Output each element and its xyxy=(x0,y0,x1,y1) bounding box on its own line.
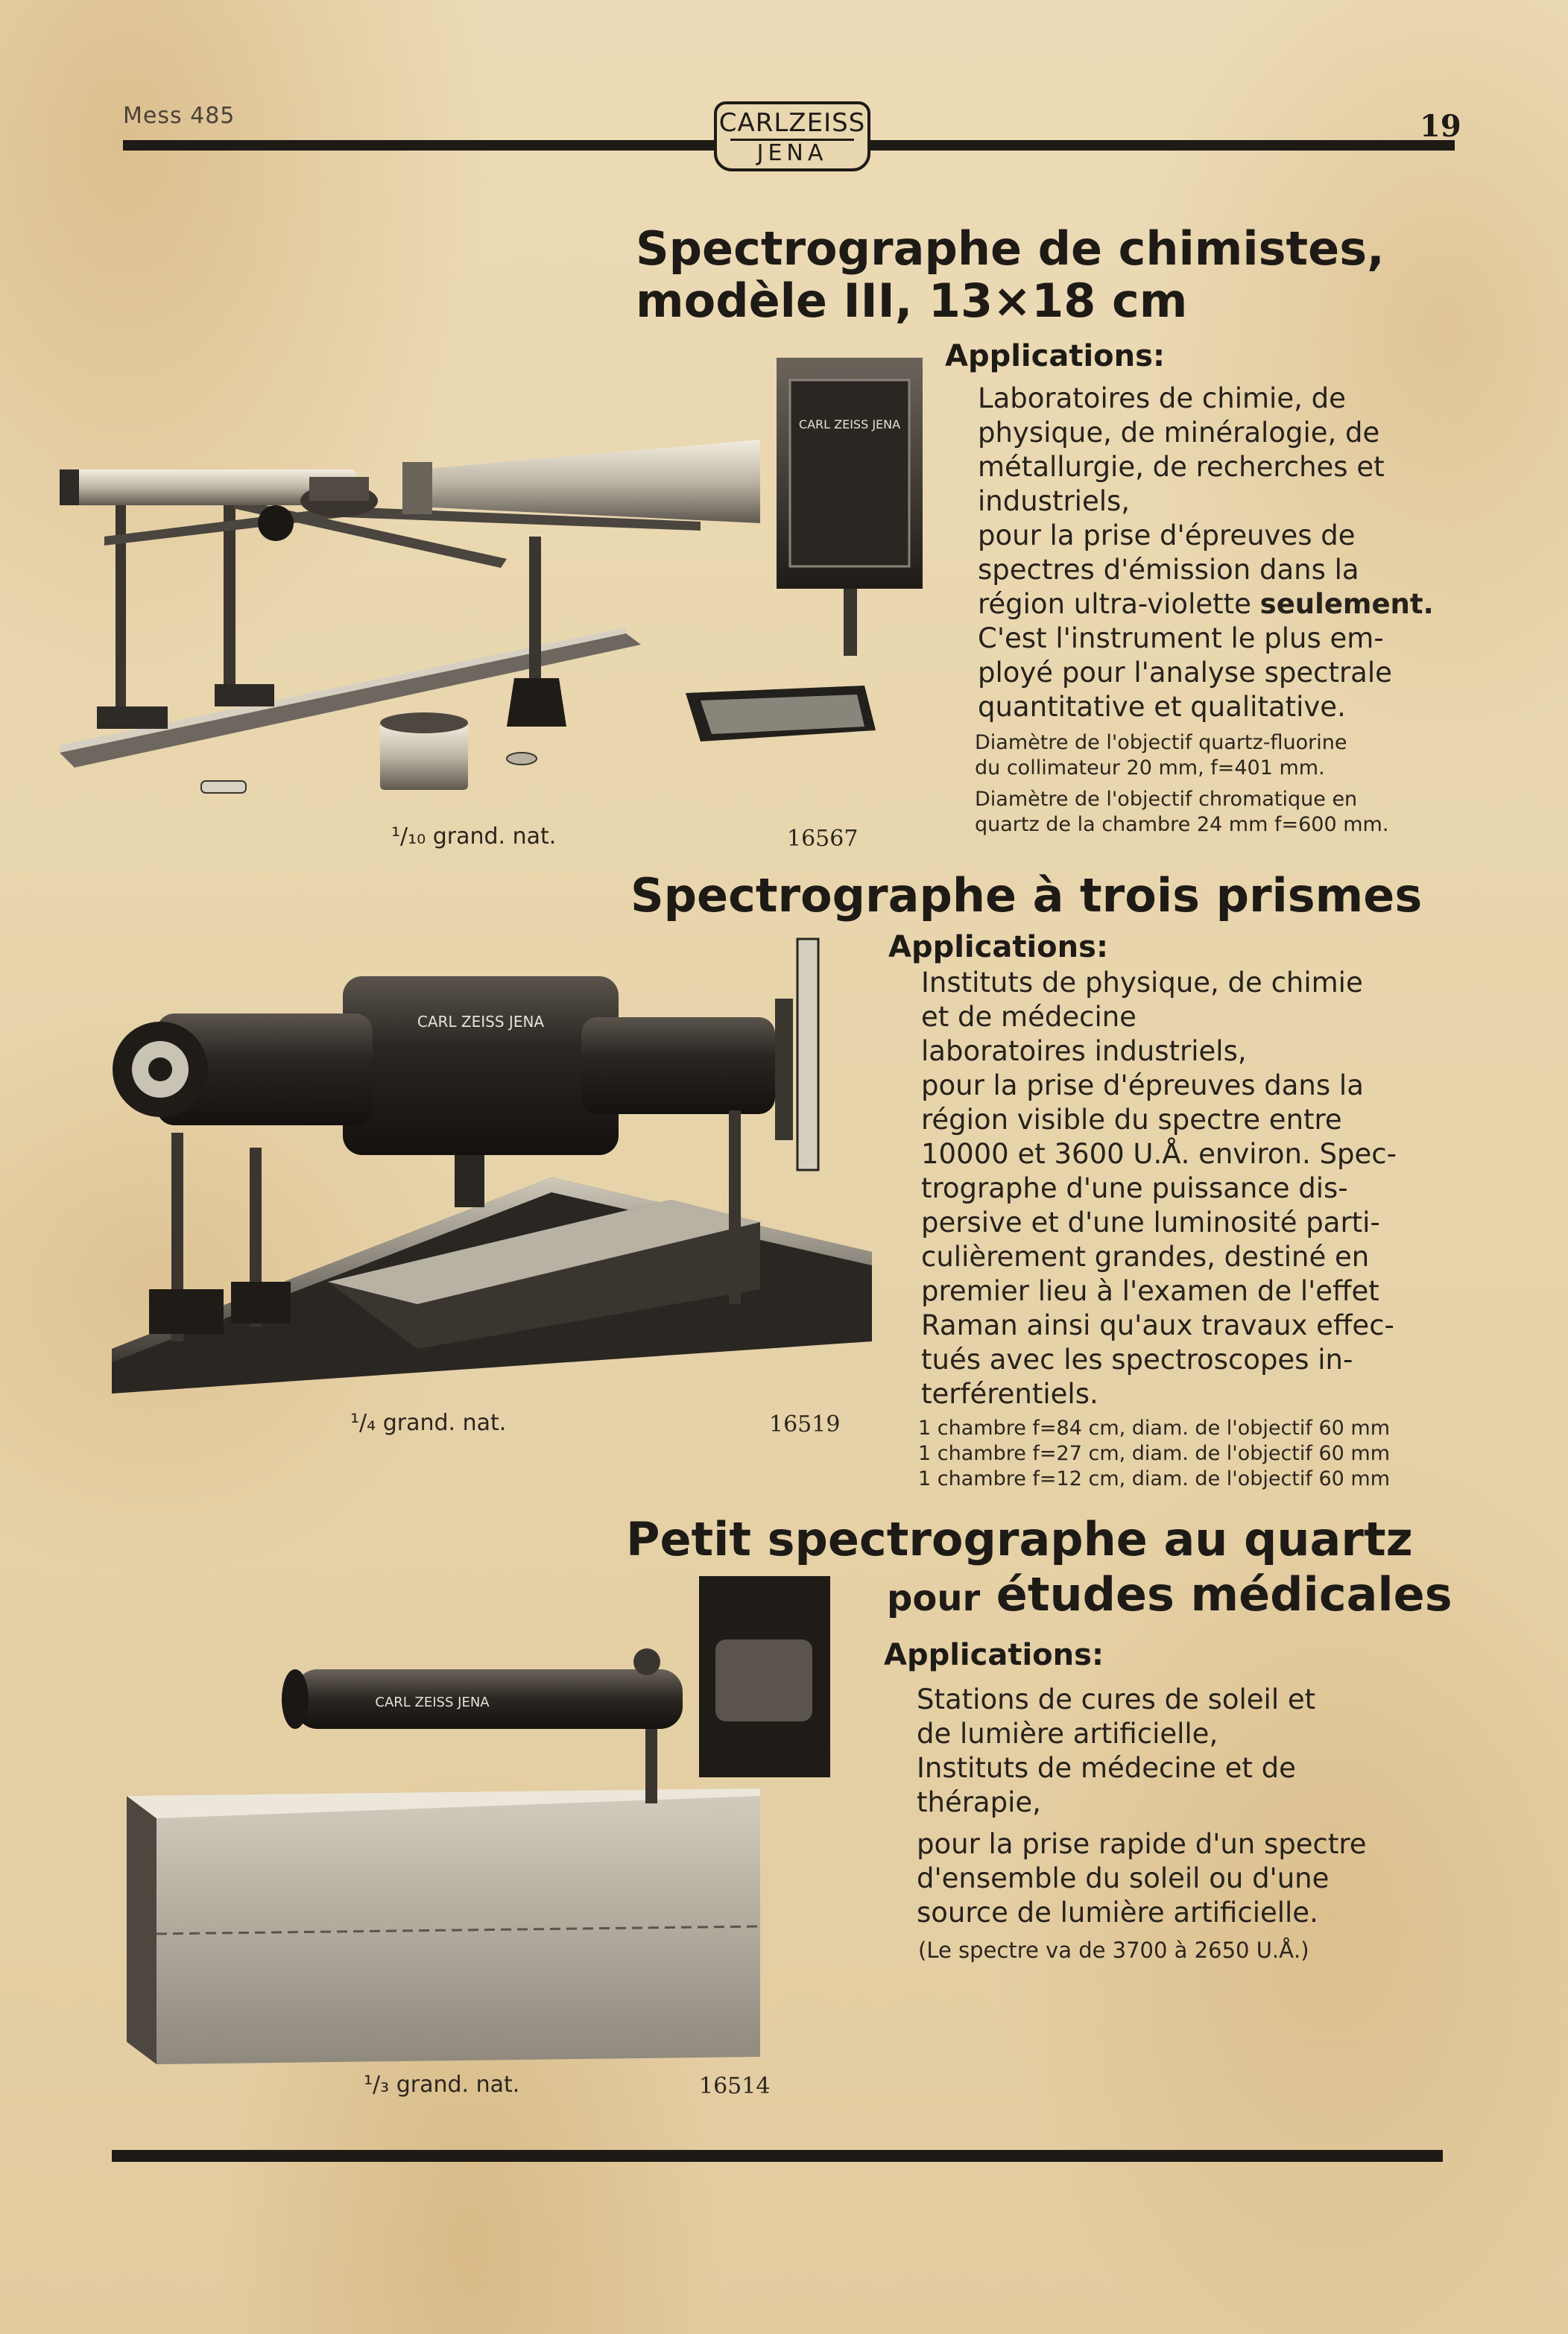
section1-image-label: CARL ZEISS JENA xyxy=(798,417,901,431)
section1-line-4: industriels, xyxy=(978,485,1131,517)
section3-applications-label: Applications: xyxy=(884,1638,1104,1672)
section1-line-9: ployé pour l'analyse spectrale xyxy=(978,657,1392,689)
section3-title-prefix: pour xyxy=(887,1578,981,1619)
page-number: 19 xyxy=(1420,109,1461,144)
section1-applications-label: Applications: xyxy=(945,339,1165,373)
section2-note-2: 1 chambre f=27 cm, diam. de l'objectif 60 mm xyxy=(918,1442,1391,1465)
section3-caption-scale: ¹/₃ grand. nat. xyxy=(364,2072,520,2098)
section1-caption-scale: ¹/₁₀ grand. nat. xyxy=(391,823,557,850)
section1-title-line2: modèle III, 13×18 cm xyxy=(636,273,1188,328)
section1-line-2: physique, de minéralogie, de xyxy=(978,417,1380,449)
section2-line-13: terférentiels. xyxy=(921,1378,1098,1410)
section3-body xyxy=(917,1683,1367,1930)
section1-body xyxy=(978,382,1434,724)
section2-line-3: laboratoires industriels, xyxy=(921,1035,1247,1067)
section3-line-5: pour la prise rapide d'un spectre xyxy=(917,1828,1367,1860)
section3-line-2: de lumière artificielle, xyxy=(917,1718,1218,1750)
section3-line-3: Instituts de médecine et de xyxy=(917,1752,1296,1784)
header-rule-left xyxy=(123,140,715,151)
section3-title-line2 xyxy=(887,1569,1452,1624)
logo-line1: CARLZEISS xyxy=(718,108,866,138)
section1-line-6: spectres d'émission dans la xyxy=(978,554,1359,586)
section2-note-3: 1 chambre f=12 cm, diam. de l'objectif 60 mm xyxy=(918,1467,1391,1490)
section3-illustration xyxy=(119,1572,842,2079)
section1-illustration xyxy=(45,350,932,812)
section1-note-2: du collimateur 20 mm, f=401 mm. xyxy=(975,756,1325,779)
section3-line-6: d'ensemble du soleil ou d'une xyxy=(917,1862,1330,1894)
section1-title-line1: Spectrographe de chimistes, xyxy=(636,221,1385,276)
section1-line-5: pour la prise d'épreuves de xyxy=(978,519,1356,551)
section2-line-9: culièrement grandes, destiné en xyxy=(921,1241,1370,1273)
section1-note-4: quartz de la chambre 24 mm f=600 mm. xyxy=(975,813,1389,836)
section2-line-4: pour la prise d'épreuves dans la xyxy=(921,1069,1364,1101)
section3-title-line1: Petit spectrographe au quartz xyxy=(626,1512,1413,1566)
section3-line-7: source de lumière artificielle. xyxy=(917,1897,1318,1929)
section2-illustration xyxy=(104,932,879,1401)
section2-line-6: 10000 et 3600 U.Å. environ. Spec- xyxy=(921,1138,1397,1170)
section1-line-3: métallurgie, de recherches et xyxy=(978,451,1385,483)
section2-title: Spectrographe à trois prismes xyxy=(630,868,1423,923)
footer-rule xyxy=(112,2150,1443,2162)
section2-image-label: CARL ZEISS JENA xyxy=(417,1013,545,1031)
section2-note-1: 1 chambre f=84 cm, diam. de l'objectif 60 mm xyxy=(918,1417,1391,1440)
section3-title-main: études médicales xyxy=(996,1567,1452,1622)
section2-line-10: premier lieu à l'examen de l'effet xyxy=(921,1275,1379,1307)
section1-line-10: quantitative et qualitative. xyxy=(978,691,1346,723)
section1-notes xyxy=(975,730,1388,838)
section1-line-1: Laboratoires de chimie, de xyxy=(978,382,1346,414)
section2-line-2: et de médecine xyxy=(921,1001,1137,1033)
section2-notes xyxy=(918,1416,1390,1492)
section3-image-label: CARL ZEISS JENA xyxy=(375,1695,490,1710)
section2-line-12: tués avec les spectroscopes in- xyxy=(921,1344,1353,1376)
section1-line-7 xyxy=(978,587,1434,622)
section2-line-8: persive et d'une luminosité parti- xyxy=(921,1206,1380,1239)
section2-line-7: trographe d'une puissance dis- xyxy=(921,1172,1348,1204)
section1-note-3: Diamètre de l'objectif chromatique en xyxy=(975,788,1358,811)
section2-body xyxy=(921,966,1397,1411)
header-rule-right xyxy=(869,140,1455,151)
section1-line-7-text: région ultra-violette xyxy=(978,588,1251,620)
section2-caption-number: 16519 xyxy=(769,1411,841,1438)
section2-line-11: Raman ainsi qu'aux travaux effec- xyxy=(921,1309,1394,1341)
logo-line2: JENA xyxy=(730,139,854,166)
section1-line-8: C'est l'instrument le plus em- xyxy=(978,622,1384,654)
section2-line-1: Instituts de physique, de chimie xyxy=(921,967,1363,999)
section3-line-4: thérapie, xyxy=(917,1786,1041,1818)
section1-bold-word: seulement. xyxy=(1259,588,1434,620)
section2-line-5: région visible du spectre entre xyxy=(921,1104,1342,1136)
section1-note-1: Diamètre de l'objectif quartz-fluorine xyxy=(975,731,1347,754)
section1-caption-number: 16567 xyxy=(787,826,859,852)
section2-caption-scale: ¹/₄ grand. nat. xyxy=(350,1410,507,1436)
carl-zeiss-logo xyxy=(714,101,870,171)
catalog-reference: Mess 485 xyxy=(123,103,235,129)
section2-applications-label: Applications: xyxy=(888,930,1108,964)
section3-caption-number: 16514 xyxy=(699,2073,771,2099)
section3-note: (Le spectre va de 3700 à 2650 U.Å.) xyxy=(918,1938,1309,1963)
section3-line-1: Stations de cures de soleil et xyxy=(917,1683,1316,1715)
